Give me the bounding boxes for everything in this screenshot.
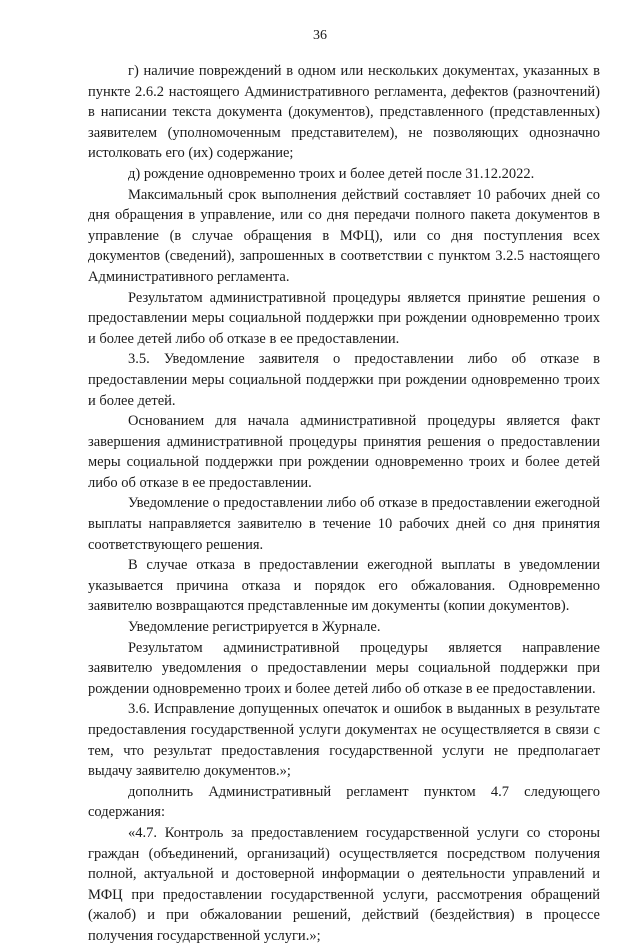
- paragraph-result-notification: Результатом административной процедуры является направление заявителю уведомления о предоставлении меры социальной поддержки при рождении одновременно троих и более детей либо об отказе в ее предоставлении.: [88, 639, 600, 697]
- paragraph-3-5: 3.5. Уведомление заявителя о предоставлении либо об отказе в предоставлении меры социальной поддержки при рождении одновременно троих и более детей.: [88, 351, 600, 409]
- paragraph-amend: дополнить Административный регламент пунктом 4.7 следующего содержания:: [88, 783, 600, 821]
- paragraph-refusal: В случае отказа в предоставлении ежегодной выплаты в уведомлении указывается причина отказа и порядок его обжалования. Одновременно заявителю возвращаются представленные им документы (копии документов).: [88, 557, 600, 615]
- paragraph-registration: Уведомление регистрируется в Журнале.: [128, 619, 381, 636]
- paragraph-notification-term: Уведомление о предоставлении либо об отказе в предоставлении ежегодной выплаты направляется заявителю в течение 10 рабочих дней со дня принятия соответствующего решения.: [88, 495, 600, 553]
- paragraph-g: г) наличие повреждений в одном или нескольких документах, указанных в пункте 2.6.2 настоящего Административного регламента, дефектов (разночтений) в написании текста документа (документов), представленного (представленных) заявителем (уполномоченным представителем), не позволяющих однозначно истолковать его (их) содержание;: [88, 63, 600, 162]
- document-body: [88, 61, 600, 947]
- paragraph-d: д) рождение одновременно троих и более детей после 31.12.2022.: [128, 165, 535, 182]
- paragraph-3-6: 3.6. Исправление допущенных опечаток и ошибок в выданных в результате предоставления государственной услуги документах не осуществляется в связи с тем, что результат предоставления государственной услуги не предполагает выдачу заявителю документов.»;: [88, 701, 600, 780]
- paragraph-basis: Основанием для начала административной процедуры является факт завершения административной процедуры принятия решения о предоставлении меры социальной поддержки при рождении одновременно троих и более детей либо об отказе в ее предоставлении.: [88, 413, 600, 491]
- paragraph-result-decision: Результатом административной процедуры является принятие решения о предоставлении меры социальной поддержки при рождении одновременно троих и более детей либо об отказе в ее предоставлении.: [88, 289, 600, 347]
- paragraph-4-7: «4.7. Контроль за предоставлением государственной услуги со стороны граждан (объединений, организаций) осуществляется посредством получения полной, актуальной и достоверной информации о деятельности управлений и МФЦ при предоставлении государственной услуги, рассмотрения обращений (жалоб) и при обжаловании решений, действий (бездействия) в процессе получения государственной услуги.»;: [88, 824, 600, 944]
- page-number: 36: [313, 28, 327, 43]
- paragraph-max-term: Максимальный срок выполнения действий составляет 10 рабочих дней со дня обращения в управление, или со дня передачи полного пакета документов в управление (в случае обращения в МФЦ), или со дня поступления всех документов (сведений), запрошенных в соответствии с пунктом 3.2.5 настоящего Административного регламента.: [88, 186, 600, 285]
